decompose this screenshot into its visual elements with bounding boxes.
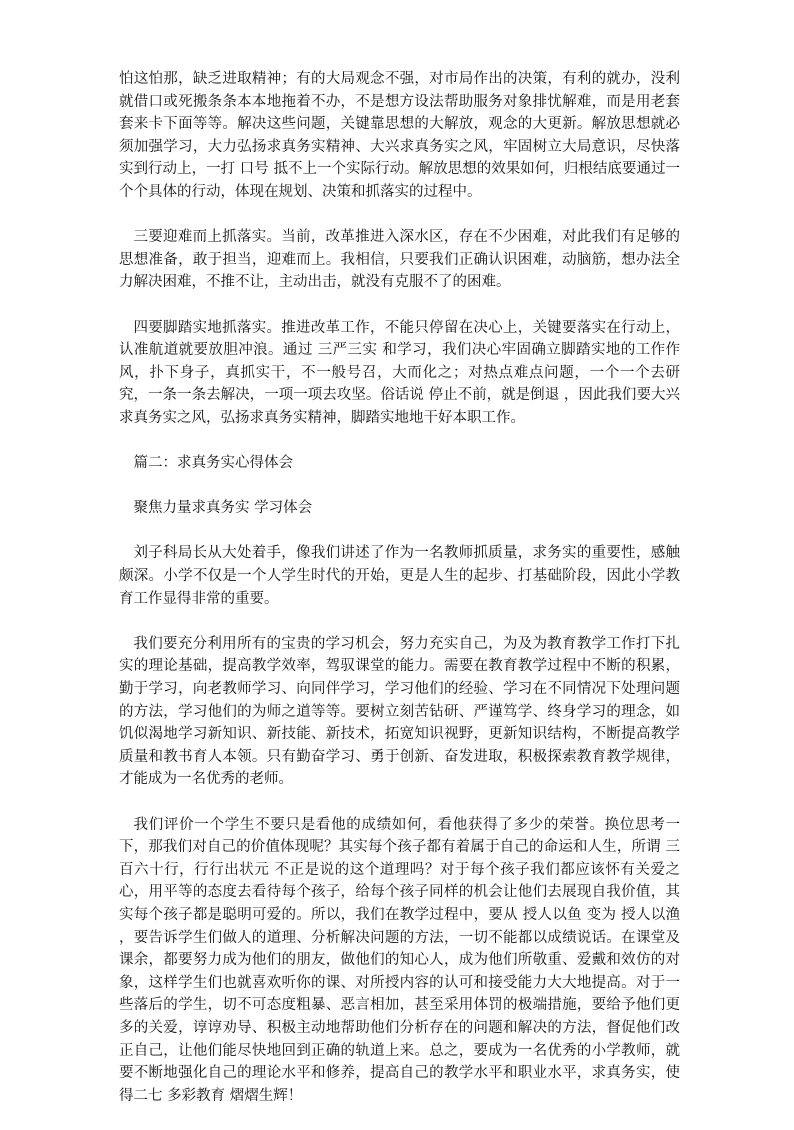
document-body — [119, 68, 680, 1130]
section-heading-part-two: 篇二：求真务实心得体会 — [133, 455, 293, 472]
paragraph-learning-opportunities: 我们要充分利用所有的宝贵的学习机会，努力充实自己，为及为教育教学工作打下扎实的理论基础，提高教学效率，驾驭课堂的能力。需要在教育教学过程中不断的积累，勤于学习，向老教师学习、向同伴学习，学习他们的经验、学习在不同情况下处理问题的方法，学习他们的为师之道等等。要树立刻苦钻研、严谨笃学、终身学习的理念，如饥似渴地学习新知识、新技能、新技术，拓宽知识视野，更新知识结构，不断提高教学质量和教书育人本领。只有勤奋学习、勇于创新、奋发进取，积极探索教育教学规律，才能成为一名优秀的老师。 — [119, 635, 680, 788]
paragraph-continuation: 怕这怕那，缺乏进取精神；有的大局观念不强，对市局作出的决策，有利的就办，没利就借口或死搬条条本本地拖着不办，不是想方设法帮助服务对象排忧解难，而是用老套套来卡下面等等。解决这些问题，关键靠思想的大解放，观念的大更新。解放思想就必须加强学习，大力弘扬求真务实精神、大兴求真务实之风，牢固树立大局意识，尽快落实到行动上，一打 口号 抵不上一个实际行动。解放思想的效果如何，归根结底要通过一个个具体的行动，体现在规划、决策和抓落实的过程中。 — [119, 71, 680, 200]
paragraph-evaluating-students: 我们评价一个学生不要只是看他的成绩如何，看他获得了多少的荣誉。换位思考一下，那我们对自己的价值体现呢？其实每个孩子都有着属于自己的命运和人生，所谓 三百六十行，行行出状元 不正是说的这个道理吗？对于每个孩子我们都应该怀有关爱之心，用平等的态度去看待每个孩子，给每个孩子同样的机会让他们去展现自我价值，其实每个孩子都是聪明可爱的。所以，我们在教学过程中，要从 授人以鱼 变为 授人以渔 ，要告诉学生们做人的道理、分析解决问题的方法，一切不能都以成绩说话。在课堂及课余，都要努力成为他们的朋友，做他们的知心人，成为他们所敬重、爱戴和效仿的对象，这样学生们也就喜欢听你的课、对所授内容的认可和接受能力大大地提高。对于一些落后的学生，切不可态度粗暴、恶言相加，甚至采用体罚的极端措施，要给予他们更多的关爱，谆谆劝导、积极主动地帮助他们分析存在的问题和解决的方法，督促他们改正自己，让他们能尽快地回到正确的轨道上来。总之，要成为一名优秀的小学教师，就要不断地强化自己的理论水平和修养，提高自己的教学水平和职业水平，求真务实，使得二七 多彩教育 熠熠生辉！ — [119, 816, 680, 1104]
paragraph-three-difficulties: 三要迎难而上抓落实。当前，改革推进入深水区，存在不少困难，对此我们有足够的思想准备，敢于担当，迎难而上。我相信，只要我们正确认识困难，动脑筋，想办法全力解决困难，不推不让，主动出击，就没有克服不了的困难。 — [119, 229, 680, 291]
paragraph-four-down-to-earth: 四要脚踏实地抓落实。推进改革工作，不能只停留在决心上，关键要落实在行动上，认准航道就要放胆冲浪。通过 三严三实 和学习，我们决心牢固确立脚踏实地的工作作风，扑下身子，真抓实干，不一般号召，大而化之；对热点难点问题，一个一个去研究，一条一条去解决，一项一项去攻坚。俗话说 停止不前，就是倒退 ，因此我们要大兴求真务实之风，弘扬求真务实精神，脚踏实地地干好本职工作。 — [119, 319, 680, 426]
section-subtitle: 聚焦力量求真务实 学习体会 — [133, 500, 313, 517]
paragraph-director-speech: 刘子科局长从大处着手，像我们讲述了作为一名教师抓质量，求务实的重要性，感触颇深。小学不仅是一个人学生时代的开始，更是人生的起步、打基础阶段，因此小学教育工作显得非常的重要。 — [119, 545, 680, 607]
